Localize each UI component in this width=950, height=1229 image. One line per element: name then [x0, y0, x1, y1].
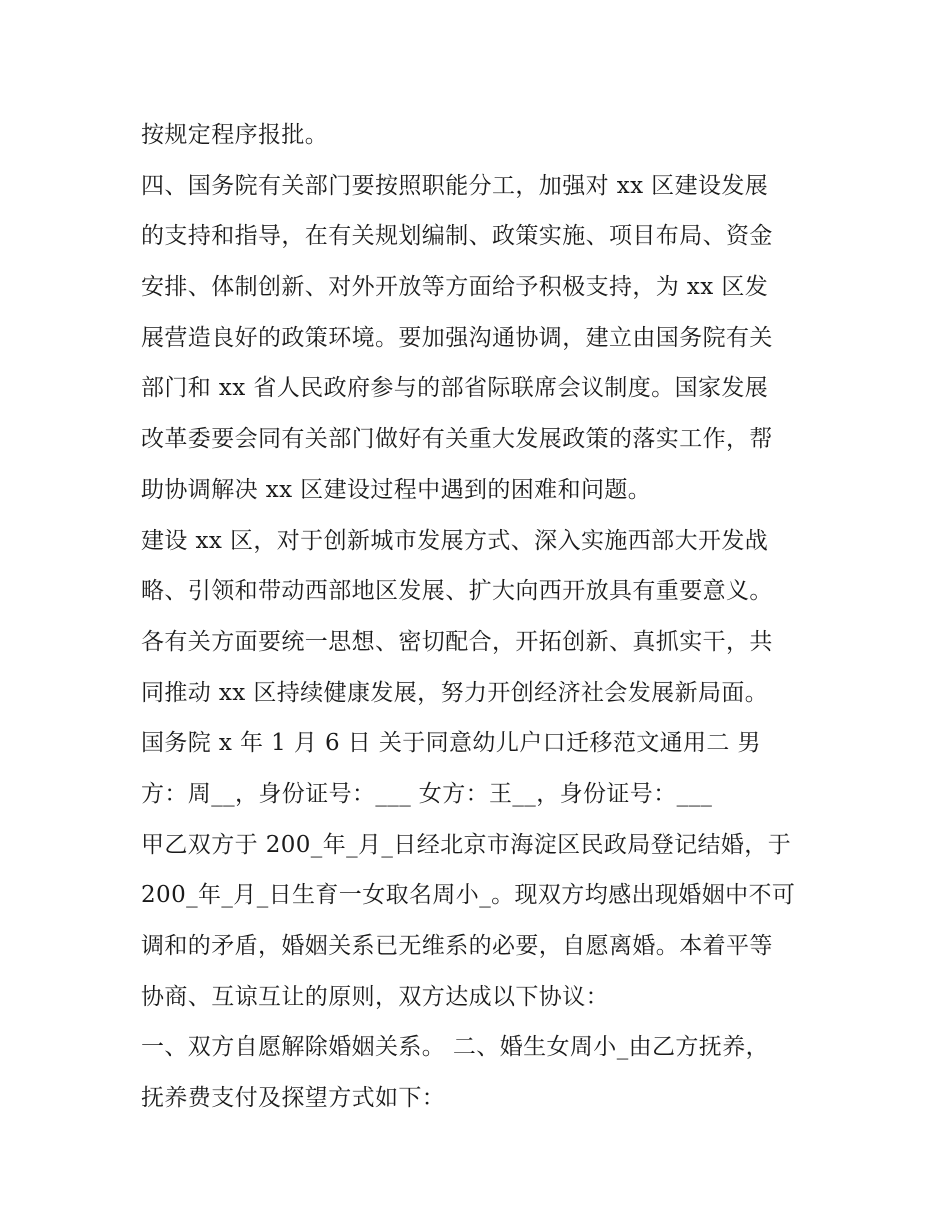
text-line: 改革委要会同有关部门做好有关重大发展政策的落实工作，帮: [141, 426, 773, 453]
text-line: 略、引领和带动西部地区发展、扩大向西开放具有重要意义。: [141, 578, 773, 605]
text-line: 按规定程序报批。: [141, 122, 329, 148]
text-line: 调和的矛盾，婚姻关系已无维系的必要，自愿离婚。本着平等: [141, 933, 773, 959]
text-line: 协商、互谅互让的原则，双方达成以下协议：: [141, 983, 609, 1010]
text-line: 部门和 xx 省人民政府参与的部省际联席会议制度。国家发展: [141, 375, 769, 402]
text-line: 助协调解决 xx 区建设过程中遇到的困难和问题。: [141, 476, 652, 503]
text-line: 展营造良好的政策环境。要加强沟通协调，建立由国务院有关: [141, 324, 773, 351]
text-line: 一、双方自愿解除婚姻关系。 二、婚生女周小_由乙方抚养，: [141, 1034, 770, 1061]
text-line: 安排、体制创新、对外开放等方面给予积极支持，为 xx 区发: [141, 274, 769, 301]
text-line: 200_年_月_日生育一女取名周小_。现双方均感出现婚姻中不可: [141, 882, 796, 909]
text-line: 同推动 xx 区持续健康发展，努力开创经济社会发展新局面。: [141, 679, 769, 706]
text-line: 甲乙双方于 200_年_月_日经北京市海淀区民政局登记结婚，于: [141, 831, 792, 858]
text-line: 各有关方面要统一思想、密切配合，开拓创新、真抓实干，共: [141, 628, 773, 655]
text-line: 建设 xx 区，对于创新城市发展方式、深入实施西部大开发战: [141, 527, 769, 554]
document-body: [141, 110, 821, 1124]
text-line: 四、国务院有关部门要按照职能分工，加强对 xx 区建设发展: [141, 172, 769, 199]
text-line: 抚养费支付及探望方式如下：: [141, 1085, 446, 1112]
text-line: 方：周__，身份证号：___ 女方：王__，身份证号：___: [141, 780, 713, 807]
text-line: 的支持和指导，在有关规划编制、政策实施、项目布局、资金: [141, 223, 773, 250]
text-line: 国务院 x 年 1 月 6 日 关于同意幼儿户口迁移范文通用二 男: [141, 730, 761, 757]
